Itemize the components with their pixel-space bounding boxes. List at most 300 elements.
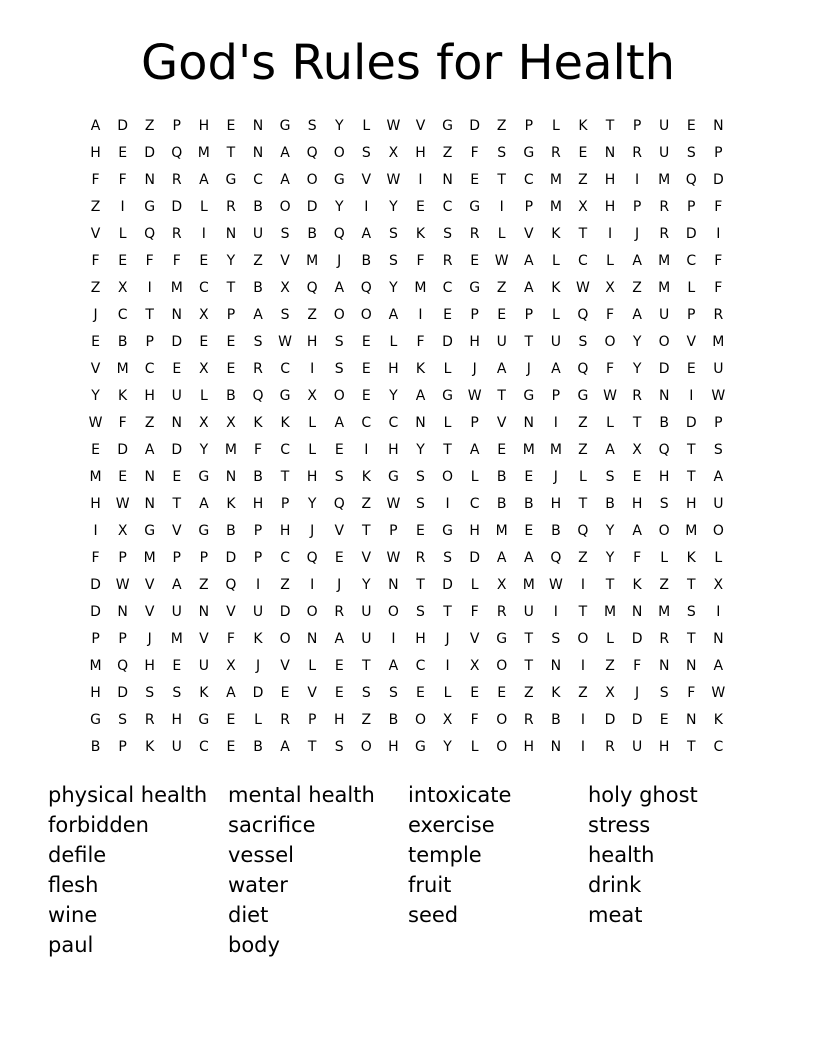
grid-letter: M: [522, 441, 535, 458]
grid-letter: Q: [117, 657, 129, 674]
grid-letter: D: [279, 603, 291, 620]
grid-letter: R: [171, 225, 182, 242]
grid-letter: W: [115, 495, 130, 512]
grid-letter: T: [226, 144, 236, 161]
grid-letter: Z: [496, 117, 507, 134]
grid-letter: H: [171, 711, 183, 728]
grid-letter: F: [470, 144, 479, 161]
grid-letter: K: [551, 279, 561, 296]
grid-letter: E: [91, 441, 100, 458]
grid-letter: G: [333, 171, 345, 188]
grid-letter: Y: [334, 198, 344, 215]
grid-letter: J: [635, 225, 640, 242]
grid-letter: D: [306, 198, 318, 215]
grid-letter: O: [658, 333, 670, 350]
grid-letter: Q: [144, 225, 156, 242]
grid-letter: M: [685, 522, 698, 539]
grid-letter: J: [147, 630, 152, 647]
grid-letter: Z: [144, 414, 155, 431]
grid-letter: Z: [578, 171, 588, 188]
grid-letter: F: [118, 171, 127, 188]
grid-letter: O: [658, 522, 670, 539]
grid-letter: V: [90, 225, 101, 242]
grid-letter: A: [90, 117, 101, 134]
grid-letter: D: [117, 684, 128, 701]
grid-letter: Z: [578, 684, 588, 701]
grid-letter: T: [362, 657, 371, 674]
grid-letter: B: [307, 225, 317, 242]
grid-letter: M: [170, 279, 183, 296]
grid-letter: S: [145, 684, 155, 701]
grid-letter: G: [198, 468, 210, 485]
grid-letter: P: [389, 522, 398, 539]
grid-letter: A: [388, 306, 399, 323]
grid-letter: S: [307, 117, 317, 134]
grid-letter: V: [280, 252, 290, 269]
grid-letter: E: [686, 117, 696, 134]
grid-letter: P: [118, 549, 127, 566]
grid-letter: L: [551, 117, 560, 134]
grid-letter: G: [577, 387, 589, 404]
grid-letter: H: [523, 738, 535, 755]
grid-letter: T: [280, 468, 290, 485]
grid-letter: S: [713, 441, 723, 458]
grid-letter: D: [685, 225, 697, 242]
grid-letter: L: [308, 414, 317, 431]
grid-letter: Q: [306, 549, 318, 566]
grid-letter: M: [712, 333, 725, 350]
grid-letter: X: [605, 684, 615, 701]
grid-letter: A: [280, 144, 290, 161]
grid-letter: R: [551, 144, 561, 161]
grid-letter: G: [442, 117, 453, 134]
grid-letter: I: [580, 738, 586, 755]
grid-letter: S: [361, 684, 371, 701]
grid-letter: N: [171, 414, 183, 431]
grid-letter: M: [197, 144, 210, 161]
grid-letter: G: [469, 279, 481, 296]
grid-letter: X: [199, 360, 209, 377]
grid-letter: H: [415, 144, 426, 161]
grid-letter: N: [117, 603, 128, 620]
grid-letter: L: [606, 414, 614, 431]
grid-letter: D: [631, 711, 643, 728]
grid-letter: I: [689, 387, 694, 404]
grid-letter: D: [171, 333, 183, 350]
grid-letter: T: [497, 387, 506, 404]
grid-letter: R: [632, 144, 642, 161]
grid-letter: Z: [523, 684, 534, 701]
grid-letter: V: [415, 117, 426, 134]
grid-letter: L: [308, 441, 317, 458]
grid-letter: P: [687, 198, 696, 215]
grid-letter: I: [147, 279, 152, 296]
grid-letter: V: [144, 576, 155, 593]
grid-letter: A: [524, 549, 534, 566]
grid-letter: I: [120, 198, 125, 215]
grid-letter: E: [361, 360, 371, 377]
grid-letter: M: [603, 603, 617, 620]
grid-letter: M: [549, 171, 562, 188]
grid-letter: J: [93, 306, 98, 323]
grid-letter: X: [280, 279, 290, 296]
grid-letter: A: [226, 684, 236, 701]
grid-letter: F: [91, 252, 100, 269]
grid-letter: N: [631, 603, 643, 620]
grid-letter: T: [362, 522, 371, 539]
grid-letter: H: [469, 333, 480, 350]
grid-letter: X: [117, 279, 128, 296]
grid-letter: I: [201, 225, 206, 242]
grid-letter: O: [360, 306, 372, 323]
grid-letter: B: [226, 522, 236, 539]
grid-letter: O: [279, 198, 291, 215]
grid-letter: Z: [144, 117, 155, 134]
grid-letter: O: [333, 144, 345, 161]
grid-letter: L: [389, 333, 398, 350]
grid-letter: N: [144, 495, 155, 512]
grid-letter: T: [686, 441, 696, 458]
grid-letter: E: [334, 549, 344, 566]
word-list-item: intoxicate: [408, 783, 512, 807]
grid-letter: J: [526, 360, 531, 377]
grid-letter: I: [310, 576, 315, 593]
letter-grid: [82, 112, 732, 760]
word-list-item: water: [228, 873, 288, 897]
grid-letter: Y: [389, 198, 398, 215]
grid-letter: S: [659, 495, 669, 512]
grid-letter: A: [280, 738, 290, 755]
grid-letter: Y: [307, 495, 317, 512]
grid-letter: R: [226, 198, 236, 215]
grid-letter: E: [686, 360, 696, 377]
grid-letter: G: [415, 738, 426, 755]
grid-letter: C: [253, 171, 263, 188]
grid-letter: T: [172, 495, 182, 512]
grid-letter: F: [416, 333, 425, 350]
grid-letter: E: [226, 117, 236, 134]
grid-letter: G: [144, 522, 156, 539]
grid-letter: P: [118, 738, 127, 755]
grid-letter: N: [252, 144, 264, 161]
grid-letter: N: [604, 144, 616, 161]
grid-letter: A: [280, 171, 290, 188]
grid-letter: X: [307, 387, 317, 404]
grid-letter: Z: [361, 711, 372, 728]
grid-letter: J: [445, 630, 450, 647]
grid-letter: V: [361, 549, 372, 566]
grid-letter: E: [443, 306, 452, 323]
grid-letter: N: [198, 603, 210, 620]
grid-letter: R: [713, 306, 724, 323]
grid-letter: P: [172, 549, 181, 566]
word-list-item: temple: [408, 843, 482, 867]
grid-letter: Z: [659, 576, 669, 593]
grid-letter: A: [199, 171, 209, 188]
grid-letter: Q: [360, 279, 372, 296]
grid-letter: S: [416, 468, 425, 485]
grid-letter: M: [549, 441, 562, 458]
grid-letter: Z: [632, 279, 642, 296]
grid-letter: I: [445, 495, 450, 512]
word-list-item: drink: [588, 873, 642, 897]
grid-letter: A: [713, 468, 724, 485]
grid-letter: G: [144, 198, 156, 215]
grid-letter: O: [577, 630, 589, 647]
grid-letter: E: [280, 684, 290, 701]
grid-letter: L: [443, 684, 452, 701]
grid-letter: U: [252, 225, 264, 242]
grid-letter: G: [496, 630, 508, 647]
grid-letter: P: [632, 198, 642, 215]
grid-letter: X: [713, 576, 724, 593]
grid-letter: R: [659, 198, 670, 215]
grid-letter: H: [604, 171, 616, 188]
grid-letter: E: [470, 684, 480, 701]
grid-letter: T: [226, 279, 236, 296]
grid-letter: D: [90, 603, 101, 620]
grid-letter: S: [416, 495, 425, 512]
grid-letter: U: [361, 603, 372, 620]
grid-letter: K: [551, 225, 561, 242]
grid-letter: E: [497, 441, 507, 458]
grid-letter: D: [90, 576, 101, 593]
grid-letter: G: [198, 522, 210, 539]
grid-letter: B: [90, 738, 101, 755]
grid-letter: H: [90, 495, 101, 512]
grid-letter: B: [253, 279, 263, 296]
grid-letter: O: [712, 522, 724, 539]
grid-letter: A: [713, 657, 724, 674]
grid-letter: L: [606, 630, 614, 647]
word-list-item: flesh: [48, 873, 99, 897]
grid-letter: T: [578, 225, 588, 242]
grid-letter: N: [171, 306, 183, 323]
grid-letter: H: [388, 360, 399, 377]
grid-letter: Q: [306, 279, 318, 296]
grid-letter: M: [495, 522, 508, 539]
grid-letter: C: [523, 171, 534, 188]
grid-letter: R: [605, 738, 615, 755]
grid-letter: M: [224, 441, 237, 458]
grid-letter: E: [91, 333, 100, 350]
grid-letter: X: [226, 414, 236, 431]
grid-letter: C: [442, 198, 453, 215]
grid-letter: K: [713, 711, 723, 728]
grid-letter: N: [144, 468, 155, 485]
grid-letter: O: [306, 171, 318, 188]
grid-letter: P: [632, 117, 642, 134]
grid-letter: A: [199, 495, 209, 512]
grid-letter: L: [687, 279, 696, 296]
grid-letter: C: [442, 279, 453, 296]
grid-letter: Z: [90, 279, 101, 296]
grid-letter: D: [442, 576, 453, 593]
grid-letter: H: [658, 738, 670, 755]
grid-letter: D: [171, 198, 183, 215]
grid-letter: U: [713, 495, 724, 512]
grid-letter: D: [117, 441, 128, 458]
grid-letter: Q: [171, 144, 183, 161]
grid-letter: P: [307, 711, 317, 728]
grid-letter: V: [524, 225, 534, 242]
grid-letter: E: [226, 711, 236, 728]
grid-letter: B: [605, 495, 615, 512]
grid-letter: R: [280, 711, 290, 728]
grid-letter: N: [686, 711, 697, 728]
grid-letter: D: [144, 144, 156, 161]
grid-letter: X: [469, 657, 480, 674]
grid-letter: P: [91, 630, 100, 647]
grid-letter: S: [280, 225, 290, 242]
grid-letter: V: [171, 522, 182, 539]
grid-letter: E: [659, 711, 669, 728]
grid-letter: R: [415, 549, 426, 566]
grid-letter: E: [172, 360, 182, 377]
grid-letter: E: [172, 657, 182, 674]
grid-letter: H: [658, 468, 670, 485]
grid-letter: J: [337, 576, 342, 593]
grid-letter: J: [255, 657, 261, 674]
grid-letter: K: [280, 414, 290, 431]
grid-letter: Q: [577, 306, 589, 323]
grid-letter: G: [198, 711, 210, 728]
grid-letter: L: [443, 360, 452, 377]
grid-letter: T: [578, 603, 588, 620]
grid-letter: R: [442, 252, 453, 269]
grid-letter: V: [280, 657, 290, 674]
grid-letter: P: [714, 414, 723, 431]
grid-letter: Z: [280, 576, 290, 593]
grid-letter: S: [334, 360, 344, 377]
grid-letter: F: [687, 684, 696, 701]
grid-letter: G: [442, 387, 453, 404]
grid-letter: F: [633, 549, 642, 566]
grid-letter: A: [632, 522, 642, 539]
grid-letter: G: [523, 144, 535, 161]
grid-letter: C: [144, 360, 155, 377]
grid-letter: S: [443, 549, 452, 566]
grid-letter: M: [658, 252, 671, 269]
grid-letter: E: [524, 522, 534, 539]
grid-letter: B: [659, 414, 669, 431]
grid-letter: M: [658, 171, 671, 188]
grid-letter: P: [199, 549, 209, 566]
grid-letter: R: [334, 603, 345, 620]
grid-letter: H: [252, 495, 264, 512]
grid-letter: A: [632, 252, 642, 269]
grid-letter: H: [144, 387, 155, 404]
grid-letter: Q: [333, 495, 345, 512]
grid-letter: E: [497, 684, 507, 701]
grid-letter: H: [415, 630, 426, 647]
grid-letter: X: [117, 522, 128, 539]
grid-letter: K: [686, 549, 696, 566]
grid-letter: L: [470, 738, 479, 755]
grid-letter: B: [388, 711, 399, 728]
grid-letter: G: [225, 171, 237, 188]
grid-letter: P: [226, 306, 236, 323]
grid-letter: D: [171, 441, 183, 458]
grid-letter: D: [658, 360, 670, 377]
grid-letter: K: [578, 117, 588, 134]
grid-letter: F: [633, 657, 642, 674]
grid-letter: T: [145, 306, 154, 323]
grid-letter: T: [686, 468, 696, 485]
grid-letter: F: [253, 441, 263, 458]
grid-letter: S: [253, 333, 263, 350]
grid-letter: Q: [252, 387, 264, 404]
grid-letter: T: [524, 630, 534, 647]
word-list-item: defile: [48, 843, 107, 867]
grid-letter: O: [442, 468, 454, 485]
grid-letter: O: [360, 738, 372, 755]
grid-letter: S: [361, 144, 371, 161]
grid-letter: T: [307, 738, 317, 755]
grid-letter: D: [117, 117, 128, 134]
grid-letter: M: [89, 657, 102, 674]
grid-letter: Y: [199, 441, 209, 458]
grid-letter: P: [687, 306, 696, 323]
grid-letter: Y: [91, 387, 100, 404]
grid-letter: E: [226, 333, 236, 350]
grid-letter: E: [416, 522, 425, 539]
grid-letter: Y: [605, 549, 615, 566]
word-list-item: diet: [228, 903, 269, 927]
grid-letter: K: [199, 684, 209, 701]
word-list: [48, 780, 808, 960]
grid-letter: E: [334, 684, 344, 701]
grid-letter: H: [469, 522, 480, 539]
grid-letter: W: [386, 549, 401, 566]
grid-letter: S: [388, 225, 398, 242]
grid-letter: O: [306, 603, 318, 620]
grid-letter: H: [306, 468, 318, 485]
grid-letter: Y: [416, 441, 425, 458]
grid-letter: B: [117, 333, 128, 350]
grid-letter: W: [467, 387, 482, 404]
grid-letter: F: [118, 414, 127, 431]
grid-letter: D: [712, 171, 724, 188]
grid-letter: A: [334, 414, 345, 431]
grid-letter: T: [416, 576, 425, 593]
grid-letter: L: [470, 468, 479, 485]
grid-letter: V: [307, 684, 317, 701]
grid-letter: G: [469, 198, 481, 215]
grid-letter: A: [524, 279, 534, 296]
grid-letter: W: [278, 333, 292, 350]
grid-letter: U: [523, 603, 534, 620]
grid-letter: O: [279, 630, 291, 647]
grid-letter: B: [551, 711, 561, 728]
grid-letter: E: [578, 144, 588, 161]
grid-letter: V: [469, 630, 480, 647]
grid-letter: U: [361, 630, 372, 647]
grid-letter: E: [334, 441, 344, 458]
grid-letter: N: [713, 117, 724, 134]
grid-letter: P: [172, 117, 181, 134]
grid-letter: E: [334, 657, 344, 674]
grid-letter: L: [443, 414, 452, 431]
grid-letter: H: [90, 144, 101, 161]
grid-letter: G: [387, 468, 399, 485]
grid-letter: Z: [253, 252, 263, 269]
grid-letter: H: [604, 198, 616, 215]
grid-letter: I: [607, 225, 613, 242]
grid-letter: S: [551, 630, 561, 647]
grid-letter: T: [524, 657, 534, 674]
grid-letter: E: [632, 468, 642, 485]
